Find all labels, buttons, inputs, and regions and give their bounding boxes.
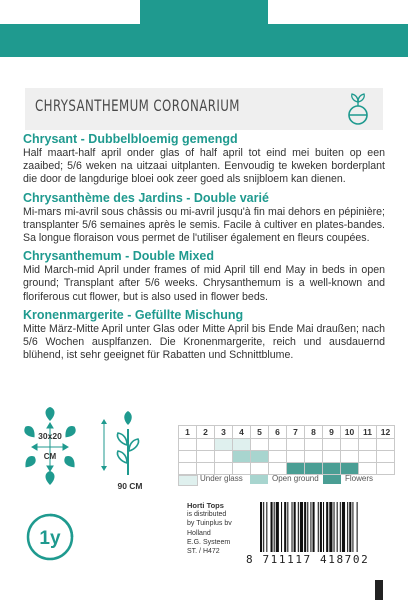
legend-under-glass: Under glass [200,474,243,483]
calendar-cell-open-ground-11 [359,451,377,463]
calendar-legend [178,474,388,486]
section-title-de: Kronenmargerite - Gefüllte Mischung [23,307,244,322]
latin-name-banner [25,88,383,130]
calendar-cell-under-glass-11 [359,439,377,451]
calendar-cell-under-glass-8 [305,439,323,451]
calendar-cell-flowers-9 [323,463,341,475]
barcode-bar [300,502,303,552]
barcode-bar [281,502,282,552]
barcode-bar [284,502,286,552]
plant-height-icon [101,411,143,491]
barcode-bar [287,502,288,552]
calendar-cell-open-ground-5 [251,451,269,463]
legend-flowers: Flowers [345,474,374,483]
section-text-de: Mitte März-Mitte April unter Glas oder Mitte April bis Ende Mai draußen; nach 5/6 Wochen ausplfanzen. Die Kronenmargerite, reich und ausdauernd blühend, ist sehr geeignet für Rabatten und Schnittblume. [23,322,385,362]
legend-open-ground-swatch [250,475,268,484]
lifespan-value: 1y [39,528,61,549]
growing-icons [20,407,170,587]
calendar-month-5: 5 [251,426,269,439]
calendar-cell-under-glass-9 [323,439,341,451]
calendar-cell-under-glass-12 [377,439,395,451]
calendar-cell-open-ground-2 [197,451,215,463]
distributor-line4: E.G. Systeem [187,538,231,546]
barcode-bar [349,502,351,552]
barcode-bar [347,502,348,552]
section-title-fr: Chrysanthème des Jardins - Double varié [23,190,269,205]
calendar-month-3: 3 [215,426,233,439]
calendar-cell-under-glass-2 [197,439,215,451]
distributor-line2: by Tuinplus bv [187,520,232,528]
barcode-bar [318,502,319,552]
section-text-en: Mid March-mid April under frames of mid April till end May in beds in open ground; Transplant after 5/6 weeks. Chrysanthemum is a well-known and floriferous cut flower, but is also used in flower beds. [23,264,385,303]
corner-mark [375,580,383,600]
calendar-cell-flowers-10 [341,463,359,475]
calendar-cell-under-glass-4 [233,439,251,451]
barcode-bar [276,502,279,552]
barcode-bar [320,502,322,552]
calendar-month-6: 6 [269,426,287,439]
barcode-bar [340,502,341,552]
calendar-month-9: 9 [323,426,341,439]
barcode-bar [342,502,345,552]
section-nl [23,132,385,187]
calendar-cell-under-glass-5 [251,439,269,451]
calendar-cell-open-ground-4 [233,451,251,463]
distributor-line3: Holland [187,529,211,537]
description-sections [23,132,385,366]
calendar-cell-under-glass-10 [341,439,359,451]
barcode-bar [313,502,315,552]
calendar-cell-open-ground-7 [287,451,305,463]
calendar-cell-open-ground-6 [269,451,287,463]
calendar-cell-under-glass-6 [269,439,287,451]
barcode-bar [304,502,306,552]
calendar-cell-flowers-4 [233,463,251,475]
barcode-bar [263,502,264,552]
section-en [23,249,385,304]
section-de [23,308,385,363]
barcode-bar [266,502,267,552]
barcode-bar [307,502,308,552]
calendar-cell-open-ground-1 [179,451,197,463]
section-title-en: Chrysanthemum - Double Mixed [23,249,214,264]
barcode-bar [292,502,293,552]
section-fr [23,191,385,246]
barcode-bar [294,502,296,552]
calendar-cell-flowers-5 [251,463,269,475]
calendar-cell-flowers-8 [305,463,323,475]
distributor-brand: Horti Tops [187,501,224,510]
spacing-value: 30x20 [38,431,62,441]
barcode-bar [298,502,299,552]
calendar-month-10: 10 [341,426,359,439]
section-title-nl: Chrysant - Dubbelbloemig gemengd [23,132,238,146]
calendar-month-1: 1 [179,426,197,439]
calendar-cell-flowers-1 [179,463,197,475]
calendar-cell-open-ground-9 [323,451,341,463]
distributor-line5: ST. / H472 [187,548,220,556]
barcode-bar [326,502,328,552]
calendar-cell-flowers-7 [287,463,305,475]
barcode-bar [329,502,332,552]
barcode-bar [323,502,324,552]
sowing-calendar [178,425,395,475]
plant-pot-icon [341,91,375,127]
calendar-month-4: 4 [233,426,251,439]
calendar-month-11: 11 [359,426,377,439]
calendar-cell-under-glass-7 [287,439,305,451]
sowing-calendar-table [178,425,395,475]
legend-flowers-swatch [323,475,341,484]
annual-icon [28,515,72,559]
latin-name: CHRYSANTHEMUM CORONARIUM [35,96,240,115]
legend-open-ground: Open ground [272,474,319,483]
barcode-bar [337,502,338,552]
barcode-bar [260,502,262,552]
calendar-cell-flowers-2 [197,463,215,475]
barcode-bar [271,502,273,552]
calendar-cell-under-glass-3 [215,439,233,451]
distributor-info [187,501,232,556]
calendar-cell-flowers-3 [215,463,233,475]
legend-under-glass-swatch [178,475,198,486]
calendar-cell-open-ground-10 [341,451,359,463]
top-notch [0,0,408,24]
calendar-cell-flowers-12 [377,463,395,475]
barcode-bar [334,502,335,552]
spacing-unit: CM [43,452,57,461]
calendar-month-12: 12 [377,426,395,439]
calendar-cell-open-ground-3 [215,451,233,463]
calendar-cell-flowers-6 [269,463,287,475]
section-text-nl: Half maart-half april onder glas of half april tot eind mei buiten op een zaaibed; 5/6 weken na uitzaai uitplanten. Eenvoudig te kweken borderplant die door de langdurige bloei ook zeer goed als snijbloem kan dienen. [23,147,385,186]
section-text-fr: Mi-mars mi-avril sous châssis ou mi-avril jusqu'à fin mai dehors en pépinière; transplanter 5/6 semaines après le semis. Facile à cultiver en plates-bandes. Sa longue floraison vous permet de l'utiliser également en fleurs coupées. [23,205,385,245]
barcode [258,502,386,554]
barcode-bar [274,502,275,552]
spacing-icon [22,407,78,485]
calendar-month-7: 7 [287,426,305,439]
distributor-line1: is distributed [187,511,227,519]
calendar-cell-open-ground-8 [305,451,323,463]
plant-height-value: 90 CM [117,481,143,491]
barcode-bar [310,502,311,552]
barcode-number: 8 711117 418702 [246,553,370,566]
barcode-bar [352,502,353,552]
calendar-cell-under-glass-1 [179,439,197,451]
barcode-bar [357,502,358,552]
calendar-cell-flowers-11 [359,463,377,475]
calendar-month-2: 2 [197,426,215,439]
calendar-month-8: 8 [305,426,323,439]
calendar-cell-open-ground-12 [377,451,395,463]
